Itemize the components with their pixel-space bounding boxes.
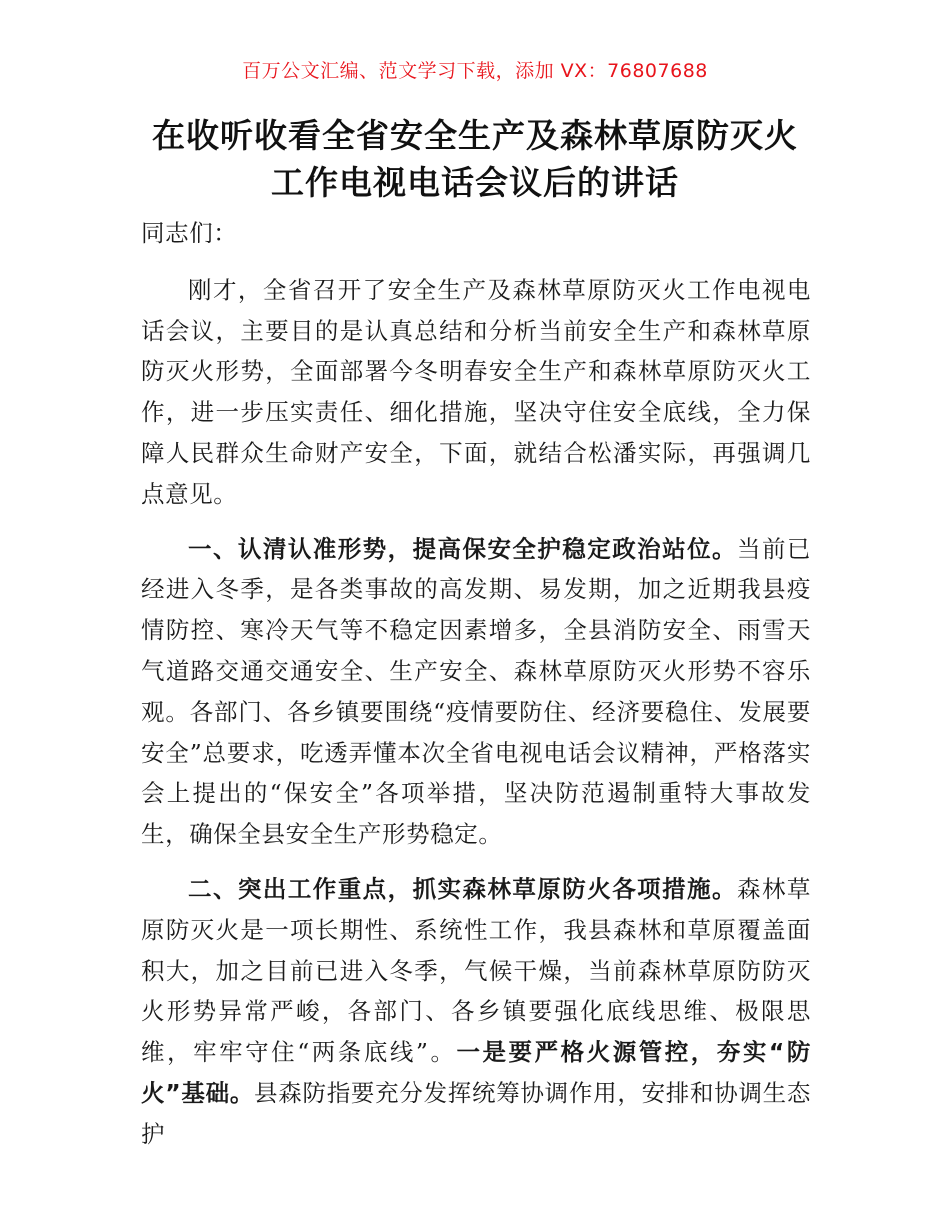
salutation: 同志们： (141, 219, 238, 247)
paragraph-3 (141, 869, 811, 1155)
document-title (60, 112, 890, 206)
paragraph-3-tail: 县森防指要充分发挥统筹协调作用，安排和协调生态护 (141, 1078, 811, 1148)
paragraph-2-text: 当前已经进入冬季，是各类事故的高发期、易发期，加之近期我县疫情防控、寒冷天气等不稳定因素增多，全县消防安全、雨雪天气道路交通交通安全、生产安全、森林草原防灭火形势不容乐观。各部门、各乡镇要围绕“疫情要防住、经济要稳住、发展要安全”总要求，吃透弄懂本次全省电视电话会议精神，严格落实会上提出的“保安全”各项举措，坚决防范遏制重特大事故发生，确保全县安全生产形势稳定。 (141, 534, 811, 849)
title-line-1: 在收听收看全省安全生产及森林草原防灭火 (152, 116, 798, 155)
section-heading-2: 二、突出工作重点，抓实森林草原防火各项措施。 (188, 874, 737, 903)
title-line-2: 工作电视电话会议后的讲话 (271, 163, 679, 202)
sub-heading-1: 一是要严格火源管控，夯实“防火”基础。 (141, 1038, 811, 1107)
paragraph-2 (141, 529, 811, 855)
section-heading-1: 一、认清认准形势，提高保安全护稳定政治站位。 (188, 534, 737, 563)
paragraph-1: 刚才，全省召开了安全生产及森林草原防灭火工作电视电话会议，主要目的是认真总结和分析当前安全生产和森林草原防灭火形势，全面部署今冬明春安全生产和森林草原防灭火工作，进一步压实责任、细化措施，坚决守住安全底线，全力保障人民群众生命财产安全，下面，就结合松潘实际，再强调几点意见。 (141, 275, 811, 508)
document-body (141, 213, 811, 1169)
paragraph-3-text: 森林草原防灭火是一项长期性、系统性工作，我县森林和草原覆盖面积大，加之目前已进入冬季，气候干燥，当前森林草原防防灭火形势异常严峻，各部门、各乡镇要强化底线思维、极限思维，牢牢守住“两条底线”。 (141, 874, 811, 1067)
header-banner: 百万公文汇编、范文学习下载，添加 VX：76807688 (242, 60, 708, 82)
